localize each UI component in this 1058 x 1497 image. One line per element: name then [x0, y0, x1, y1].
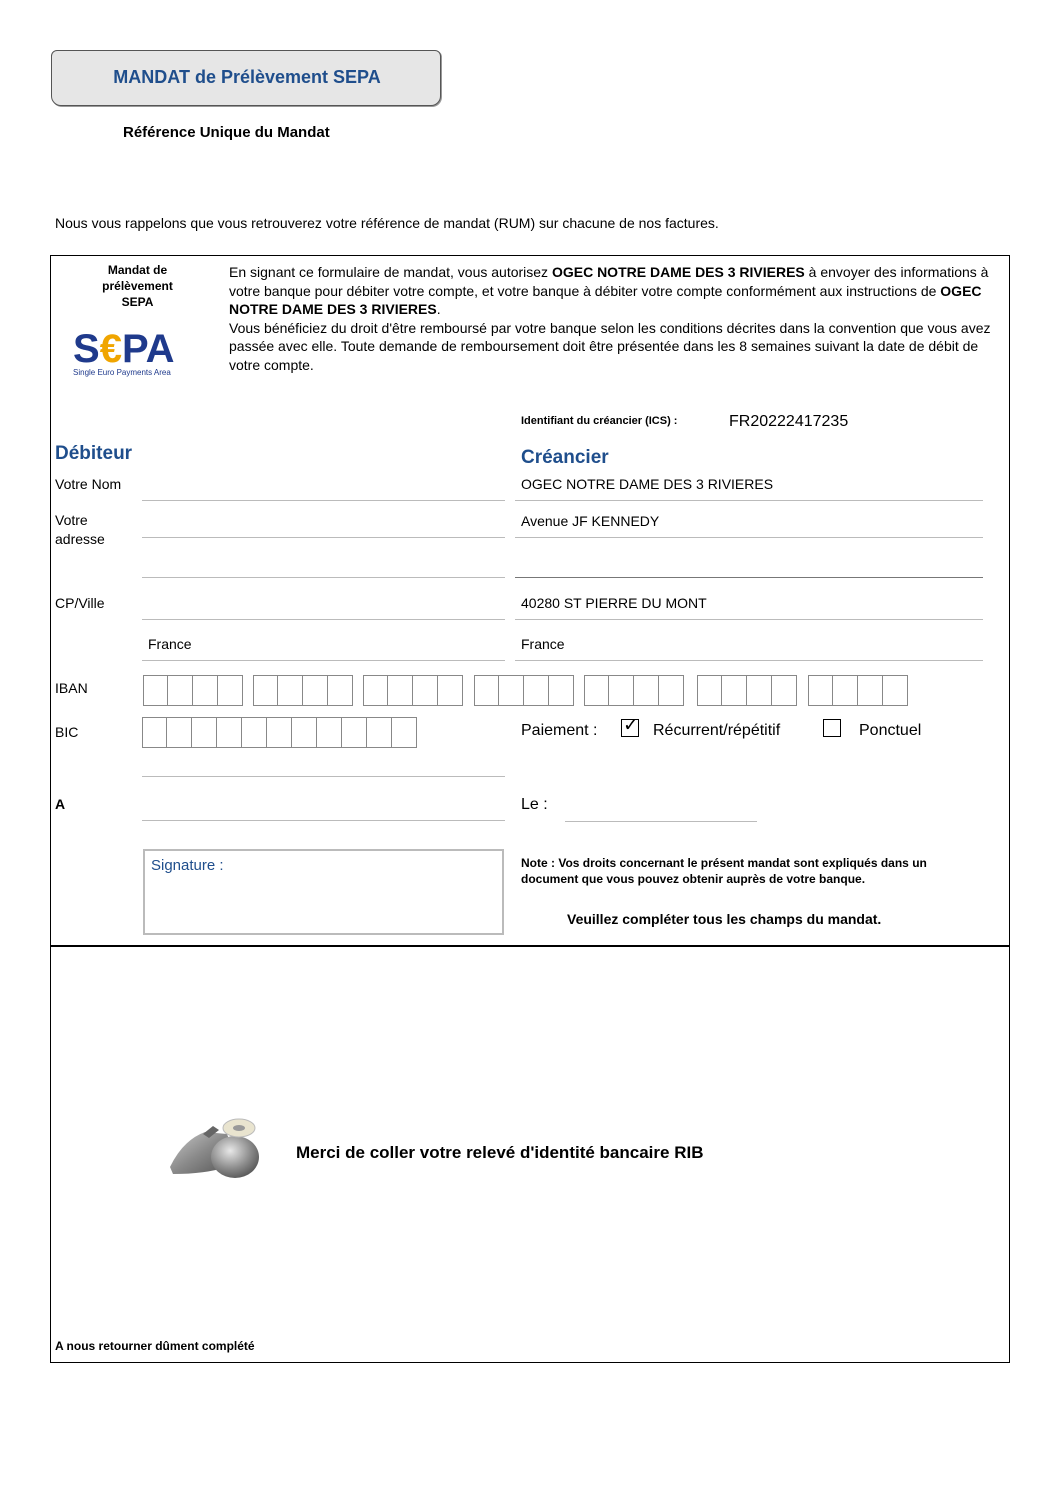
iban-cell[interactable] — [193, 675, 218, 706]
extra-line — [142, 776, 505, 777]
paragraph-text: à envoyer des informations à votre banque pour débiter votre compte, et votre banque à débiter votre compte conformément aux instructions de — [229, 264, 989, 299]
ponctuel-label: Ponctuel — [859, 722, 922, 739]
date-field[interactable] — [565, 821, 757, 822]
paragraph-text: En signant ce formulaire de mandat, vous autorisez — [229, 264, 552, 280]
creditor-country: France — [521, 636, 565, 652]
iban-group — [363, 675, 463, 706]
recurrent-label: Récurrent/répétitif — [653, 722, 781, 739]
iban-cell[interactable] — [413, 675, 438, 706]
paragraph-text: . — [436, 301, 441, 317]
ics-value: FR20222417235 — [729, 413, 849, 430]
sepa-heading-line: Mandat de — [107, 263, 168, 277]
mandate-title-box — [51, 50, 441, 106]
iban-cell[interactable] — [883, 675, 908, 706]
iban-cell[interactable] — [858, 675, 883, 706]
debtor-address-field[interactable] — [142, 537, 505, 538]
creditor-line — [515, 500, 983, 501]
complete-message: Veuillez compléter tous les champs du mandat. — [567, 911, 882, 927]
creditor-line — [515, 577, 983, 578]
debtor-cp-label: CP/Ville — [55, 595, 105, 611]
debtor-address-label: adresse — [55, 531, 105, 547]
tape-dispenser-icon — [165, 1112, 265, 1180]
iban-cell[interactable] — [722, 675, 747, 706]
bic-group — [142, 717, 417, 748]
place-label: A — [55, 796, 66, 812]
sepa-heading — [80, 262, 195, 310]
bic-cell[interactable] — [267, 717, 292, 748]
iban-group — [143, 675, 243, 706]
bic-cell[interactable] — [167, 717, 192, 748]
iban-group — [697, 675, 797, 706]
recurrent-checkbox[interactable] — [621, 714, 639, 737]
iban-cell[interactable] — [833, 675, 858, 706]
creditor-name-bold: OGEC NOTRE DAME DES 3 RIVIERES — [551, 264, 805, 280]
creditor-name: OGEC NOTRE DAME DES 3 RIVIERES — [521, 476, 774, 492]
creditor-line — [515, 660, 983, 661]
debtor-address-label: Votre — [55, 512, 88, 528]
bic-cell[interactable] — [217, 717, 242, 748]
rum-label: Référence Unique du Mandat — [123, 124, 330, 141]
ics-label: Identifiant du créancier (ICS) : — [521, 415, 678, 427]
iban-group — [474, 675, 574, 706]
sepa-heading-line: SEPA — [121, 295, 154, 309]
refund-paragraph: Vous bénéficiez du droit d'être remboursé par votre banque selon les conditions décrites dans la convention que vous avez passée avec elle. Toute demande de remboursement doit être présentée dans les 8 semaines suivant la date de débit de votre compte. — [229, 319, 991, 373]
sepa-logo-tagline: Single Euro Payments Area — [73, 368, 171, 377]
sepa-logo-pa: PA — [121, 327, 175, 371]
date-label: Le : — [521, 796, 548, 813]
iban-label: IBAN — [55, 680, 88, 696]
iban-cell[interactable] — [697, 675, 722, 706]
sepa-logo-s: S — [73, 327, 100, 371]
mandate-title: MANDAT de Prélèvement SEPA — [113, 67, 381, 87]
creditor-line — [515, 619, 983, 620]
iban-cell[interactable] — [499, 675, 524, 706]
iban-cell[interactable] — [328, 675, 353, 706]
sepa-heading-line: prélèvement — [102, 279, 173, 293]
bic-label: BIC — [55, 724, 79, 740]
signature-label: Signature : — [151, 857, 224, 874]
iban-cell[interactable] — [584, 675, 609, 706]
rights-note: Note : Vos droits concernant le présent mandat sont expliqués dans un document que vous pouvez obtenir auprès de votre banque. — [521, 856, 927, 886]
iban-cell[interactable] — [168, 675, 193, 706]
creditor-title: Créancier — [521, 447, 609, 468]
iban-cell[interactable] — [143, 675, 168, 706]
iban-cell[interactable] — [363, 675, 388, 706]
debtor-title: Débiteur — [55, 443, 133, 464]
iban-cell[interactable] — [388, 675, 413, 706]
iban-cell[interactable] — [253, 675, 278, 706]
iban-cell[interactable] — [808, 675, 833, 706]
iban-group — [253, 675, 353, 706]
bic-cell[interactable] — [392, 717, 417, 748]
iban-group — [808, 675, 908, 706]
debtor-country-line — [142, 660, 505, 661]
bic-cell[interactable] — [342, 717, 367, 748]
iban-cell[interactable] — [474, 675, 499, 706]
creditor-line — [515, 537, 983, 538]
bic-cell[interactable] — [367, 717, 392, 748]
rib-instruction: Merci de coller votre relevé d'identité bancaire RIB — [296, 1143, 704, 1162]
bic-cell[interactable] — [292, 717, 317, 748]
mandate-paragraph — [229, 263, 1007, 374]
iban-cell[interactable] — [609, 675, 634, 706]
sepa-logo-euro: € — [99, 327, 122, 371]
signature-box[interactable] — [143, 849, 504, 935]
iban-cell[interactable] — [747, 675, 772, 706]
ponctuel-checkbox[interactable] — [823, 719, 841, 737]
iban-cell[interactable] — [438, 675, 463, 706]
bic-cell[interactable] — [242, 717, 267, 748]
iban-cell[interactable] — [278, 675, 303, 706]
iban-cell[interactable] — [634, 675, 659, 706]
debtor-name-label: Votre Nom — [55, 476, 122, 492]
debtor-country: France — [148, 636, 192, 652]
iban-cell[interactable] — [303, 675, 328, 706]
iban-group — [584, 675, 684, 706]
debtor-address-field-2[interactable] — [142, 577, 505, 578]
debtor-name-field[interactable] — [142, 500, 505, 501]
payment-label: Paiement : — [521, 722, 598, 739]
iban-cell[interactable] — [772, 675, 797, 706]
check-mark-icon: ✓ — [623, 714, 639, 736]
intro-text: Nous vous rappelons que vous retrouverez votre référence de mandat (RUM) sur chacune de nos factures. — [55, 215, 719, 231]
creditor-name-bold: OGEC NOTRE DAME DES 3 RIVIERES — [229, 282, 982, 317]
bic-cell[interactable] — [142, 717, 167, 748]
return-instruction: A nous retourner dûment complété — [55, 1339, 255, 1353]
bic-cell[interactable] — [317, 717, 342, 748]
sepa-logo — [73, 327, 195, 377]
iban-cell[interactable] — [218, 675, 243, 706]
bic-cell[interactable] — [192, 717, 217, 748]
iban-cell[interactable] — [659, 675, 684, 706]
debtor-cp-field[interactable] — [142, 619, 505, 620]
creditor-address: Avenue JF KENNEDY — [521, 513, 660, 529]
creditor-cp-city: 40280 ST PIERRE DU MONT — [521, 595, 707, 611]
iban-cell[interactable] — [549, 675, 574, 706]
place-field[interactable] — [142, 820, 505, 821]
iban-cell[interactable] — [524, 675, 549, 706]
